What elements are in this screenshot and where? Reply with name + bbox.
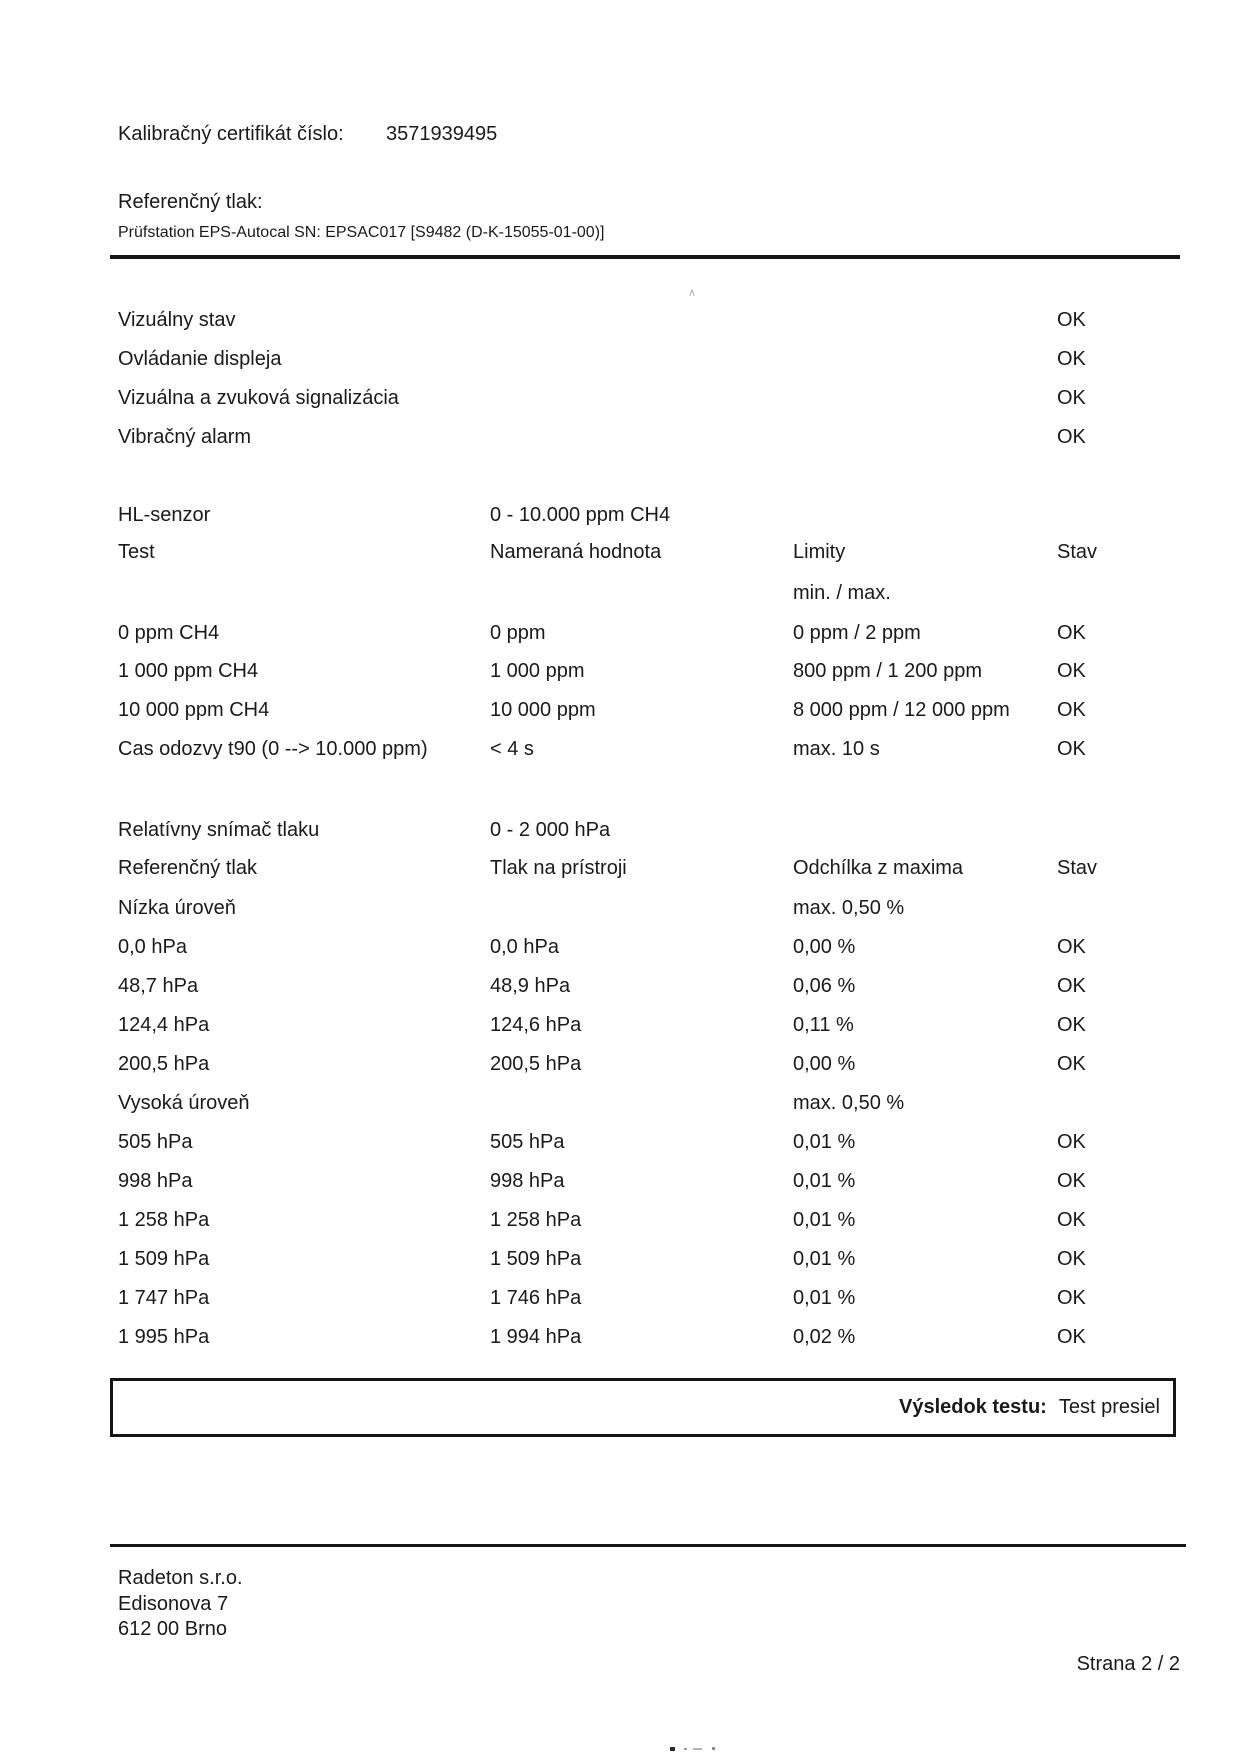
pressure-device: 124,6 hPa [490, 1014, 582, 1036]
pressure-device: 200,5 hPa [490, 1053, 582, 1075]
hl-sensor-title-row [0, 503, 1240, 529]
certificate-number-label: Kalibračný certifikát číslo: [118, 123, 344, 145]
pressure-reference: 124,4 hPa [118, 1014, 210, 1036]
pressure-header-device: Tlak na prístroji [490, 857, 627, 879]
pressure-deviation: 0,01 % [793, 1170, 856, 1192]
hl-test: 0 ppm CH4 [118, 622, 220, 644]
pressure-reference: 0,0 hPa [118, 936, 187, 958]
footer-city: 612 00 Brno [118, 1618, 227, 1640]
pressure-device: 1 258 hPa [490, 1209, 582, 1231]
pressure-level-limit: max. 0,50 % [793, 897, 905, 919]
hl-sensor-header-row [0, 540, 1240, 566]
hl-sensor-data-row [0, 621, 1240, 647]
pressure-status: OK [1057, 1014, 1086, 1036]
checklist-item-status: OK [1057, 309, 1086, 331]
pressure-device: 1 746 hPa [490, 1287, 582, 1309]
header-divider-rule [110, 255, 1180, 259]
hl-sensor-title: HL-senzor [118, 504, 211, 526]
pressure-level-label: Nízka úroveň [118, 897, 236, 919]
pressure-reference: 505 hPa [118, 1131, 193, 1153]
hl-measured: 1 000 ppm [490, 660, 585, 682]
pressure-header-deviation: Odchílka z maxima [793, 857, 964, 879]
hl-test: 10 000 ppm CH4 [118, 699, 270, 721]
pressure-status: OK [1057, 1287, 1086, 1309]
test-result-value: Test presiel [1058, 1396, 1160, 1418]
pressure-deviation: 0,01 % [793, 1248, 856, 1270]
checklist-row [0, 347, 1240, 373]
scan-speckle-artifact [712, 1747, 715, 1750]
checklist-item-label: Ovládanie displeja [118, 348, 282, 370]
pressure-deviation: 0,01 % [793, 1209, 856, 1231]
hl-header-status: Stav [1057, 541, 1098, 563]
hl-sensor-subheader-row [0, 581, 1240, 607]
footer-street: Edisonova 7 [118, 1593, 229, 1615]
checklist-item-status: OK [1057, 387, 1086, 409]
pressure-device: 1 994 hPa [490, 1326, 582, 1348]
hl-test: Cas odozvy t90 (0 --> 10.000 ppm) [118, 738, 428, 760]
footer-company-name: Radeton s.r.o. [118, 1567, 243, 1589]
pressure-header-reference: Referenčný tlak [118, 857, 257, 879]
pressure-status: OK [1057, 1170, 1086, 1192]
pressure-data-row [0, 1130, 1240, 1156]
checklist-item-status: OK [1057, 426, 1086, 448]
test-result-box [110, 1378, 1176, 1437]
certificate-number-line [0, 122, 1240, 148]
pressure-level-label: Vysoká úroveň [118, 1092, 250, 1114]
pressure-status: OK [1057, 975, 1086, 997]
pressure-deviation: 0,01 % [793, 1131, 856, 1153]
pressure-data-row [0, 935, 1240, 961]
pressure-data-row [0, 1208, 1240, 1234]
pressure-device: 505 hPa [490, 1131, 565, 1153]
pressure-deviation: 0,00 % [793, 1053, 856, 1075]
hl-status: OK [1057, 660, 1086, 682]
hl-limits: max. 10 s [793, 738, 880, 760]
hl-sensor-data-row [0, 659, 1240, 685]
pressure-reference: 1 509 hPa [118, 1248, 210, 1270]
hl-sensor-data-row [0, 698, 1240, 724]
pressure-status: OK [1057, 1131, 1086, 1153]
footer-company-row [0, 1566, 1240, 1592]
checklist-item-label: Vizuálny stav [118, 309, 236, 331]
pressure-sensor-title: Relatívny snímač tlaku [118, 819, 320, 841]
pressure-sensor-range: 0 - 2 000 hPa [490, 819, 611, 841]
test-station-line [0, 221, 1240, 247]
scan-speckle-artifact [693, 1748, 702, 1750]
scan-speckle-artifact: ∧ [688, 287, 697, 299]
pressure-reference: 1 995 hPa [118, 1326, 210, 1348]
pressure-reference: 998 hPa [118, 1170, 193, 1192]
footer-street-row [0, 1592, 1240, 1618]
pressure-data-row [0, 1052, 1240, 1078]
pressure-deviation: 0,06 % [793, 975, 856, 997]
pressure-header-status: Stav [1057, 857, 1098, 879]
hl-status: OK [1057, 738, 1086, 760]
hl-measured: 0 ppm [490, 622, 546, 644]
pressure-deviation: 0,01 % [793, 1287, 856, 1309]
checklist-row [0, 308, 1240, 334]
pressure-reference: 1 747 hPa [118, 1287, 210, 1309]
footer-city-row [0, 1617, 1240, 1643]
pressure-section-row [0, 1091, 1240, 1117]
pressure-deviation: 0,11 % [793, 1014, 854, 1036]
hl-measured: < 4 s [490, 738, 534, 760]
pressure-data-row [0, 1169, 1240, 1195]
pressure-sensor-title-row [0, 818, 1240, 844]
pressure-status: OK [1057, 1053, 1086, 1075]
pressure-data-row [0, 1286, 1240, 1312]
pressure-data-row [0, 974, 1240, 1000]
hl-test: 1 000 ppm CH4 [118, 660, 259, 682]
pressure-device: 48,9 hPa [490, 975, 571, 997]
pressure-data-row [0, 1247, 1240, 1273]
hl-header-measured: Nameraná hodnota [490, 541, 662, 563]
hl-header-limits-minmax: min. / max. [793, 582, 891, 604]
hl-limits: 0 ppm / 2 ppm [793, 622, 921, 644]
reference-pressure-label: Referenčný tlak: [118, 191, 263, 213]
scan-speckle-artifact [670, 1747, 675, 1751]
checklist-row [0, 425, 1240, 451]
hl-sensor-range: 0 - 10.000 ppm CH4 [490, 504, 671, 526]
reference-pressure-heading [0, 190, 1240, 216]
certificate-number-value: 3571939495 [386, 123, 498, 145]
pressure-reference: 1 258 hPa [118, 1209, 210, 1231]
pressure-device: 0,0 hPa [490, 936, 559, 958]
pressure-sensor-header-row [0, 856, 1240, 882]
scan-speckle-artifact [684, 1748, 687, 1750]
pressure-deviation: 0,00 % [793, 936, 856, 958]
pressure-status: OK [1057, 1209, 1086, 1231]
test-station-detail: Prüfstation EPS-Autocal SN: EPSAC017 [S9482 (D-K-15055-01-00)] [118, 224, 605, 241]
pressure-section-row [0, 896, 1240, 922]
pressure-device: 1 509 hPa [490, 1248, 582, 1270]
pressure-device: 998 hPa [490, 1170, 565, 1192]
checklist-item-status: OK [1057, 348, 1086, 370]
pressure-reference: 200,5 hPa [118, 1053, 210, 1075]
pressure-level-limit: max. 0,50 % [793, 1092, 905, 1114]
checklist-item-label: Vizuálna a zvuková signalizácia [118, 387, 399, 409]
pressure-reference: 48,7 hPa [118, 975, 199, 997]
pressure-data-row [0, 1325, 1240, 1351]
test-result-label: Výsledok testu: [899, 1396, 1047, 1418]
hl-header-test: Test [118, 541, 155, 563]
pressure-deviation: 0,02 % [793, 1326, 856, 1348]
page-number: Strana 2 / 2 [1076, 1653, 1180, 1675]
hl-sensor-data-row [0, 737, 1240, 763]
hl-status: OK [1057, 699, 1086, 721]
hl-limits: 8 000 ppm / 12 000 ppm [793, 699, 1010, 721]
pressure-data-row [0, 1013, 1240, 1039]
hl-header-limits: Limity [793, 541, 846, 563]
hl-measured: 10 000 ppm [490, 699, 596, 721]
pressure-status: OK [1057, 1326, 1086, 1348]
pressure-status: OK [1057, 1248, 1086, 1270]
hl-limits: 800 ppm / 1 200 ppm [793, 660, 983, 682]
checklist-row [0, 386, 1240, 412]
hl-status: OK [1057, 622, 1086, 644]
pressure-status: OK [1057, 936, 1086, 958]
checklist-item-label: Vibračný alarm [118, 426, 252, 448]
footer-divider-rule [110, 1544, 1186, 1547]
